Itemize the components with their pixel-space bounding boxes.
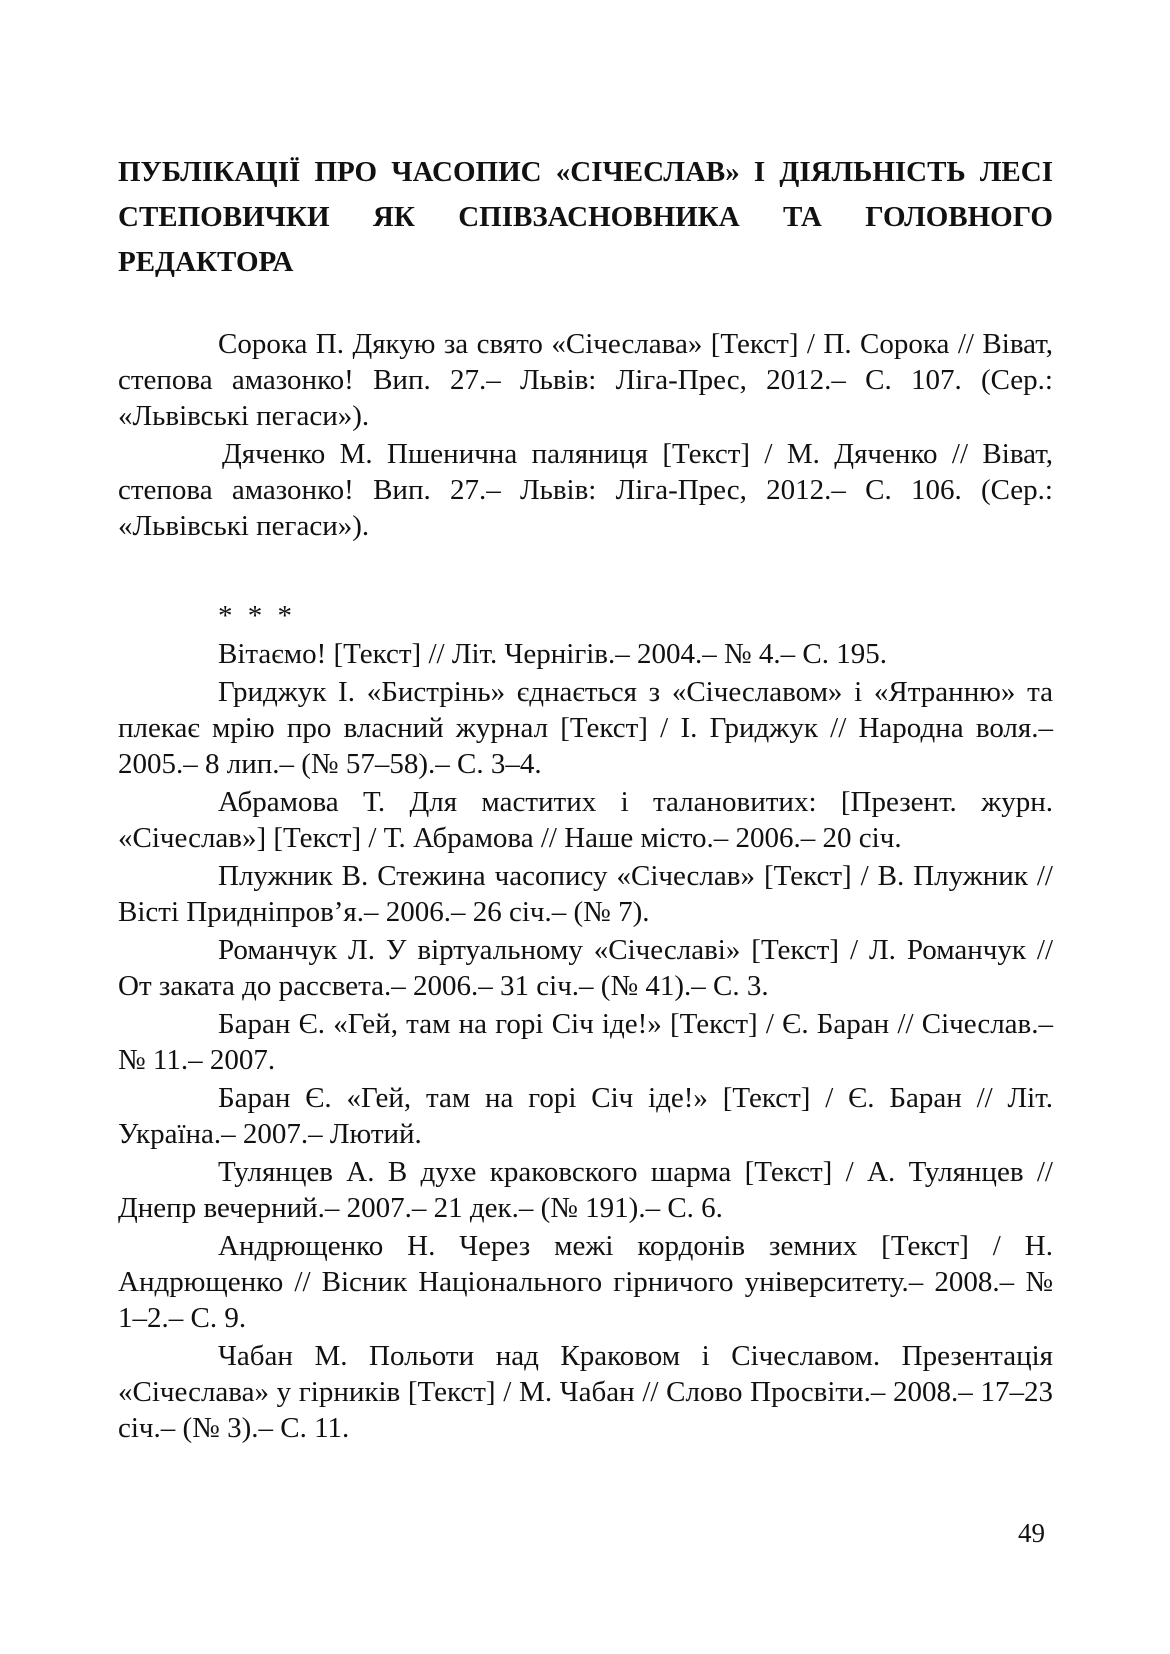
page-number: 49 — [1018, 1518, 1045, 1548]
bibliography-entry: Романчук Л. У віртуальному «Січеславі» [Текст] / Л. Романчук // От заката до рассвета.– 2006.– 31 січ.– (№ 41).– С. 3. — [118, 934, 1053, 1002]
bibliography-entry: Плужник В. Стежина часопису «Січеслав» [Текст] / В. Плужник // Вісті Придніпров’я.– 2006.– 26 січ.– (№ 7). — [118, 860, 1053, 928]
bibliography-entry: Тулянцев А. В духе краковского шарма [Текст] / А. Тулянцев // Днепр вечерний.– 2007.– 21 дек.– (№ 191).– С. 6. — [118, 1156, 1053, 1224]
bibliography-entry: Абрамова Т. Для маститих і талановитих: [Презент. журн. «Січеслав»] [Текст] / Т. Абрамова // Наше місто.– 2006.– 20 січ. — [118, 786, 1053, 854]
bibliography-entry: Дяченко М. Пшенична паляниця [Текст] / М. Дяченко // Віват, степова амазонко! Вип. 27.– Львів: Ліга-Прес, 2012.– С. 106. (Сер.: «Львівські пегаси»). — [118, 438, 1053, 542]
section-title: ПУБЛІКАЦІЇ ПРО ЧАСОПИС «СІЧЕСЛАВ» І ДІЯЛЬНІСТЬ ЛЕСІ СТЕПОВИЧКИ ЯК СПІВЗАСНОВНИКА ТА ГОЛОВНОГО РЕДАКТОРА — [118, 156, 1053, 278]
section-separator: * * * — [218, 600, 296, 632]
bibliography-entry: Андрющенко Н. Через межі кордонів земних [Текст] / Н. Андрющенко // Вісник Національного гірничого університету.– 2008.– № 1–2.– С. 9. — [118, 1230, 1053, 1334]
bibliography-entry: Гриджук І. «Бистрінь» єднається з «Січеславом» і «Ятранню» та плекає мрію про власний журнал [Текст] / І. Гриджук // Народна воля.– 2005.– 8 лип.– (№ 57–58).– С. 3–4. — [118, 676, 1053, 780]
bibliography-entry: Баран Є. «Гей, там на горі Січ іде!» [Текст] / Є. Баран // Січеслав.– № 11.– 2007. — [118, 1008, 1053, 1076]
bibliography-entry: Вітаємо! [Текст] // Літ. Чернігів.– 2004.– № 4.– С. 195. — [218, 638, 887, 670]
bibliography-entry: Баран Є. «Гей, там на горі Січ іде!» [Текст] / Є. Баран // Літ. Україна.– 2007.– Лютий. — [118, 1082, 1053, 1150]
document-page — [118, 150, 1053, 1448]
bibliography-entry: Чабан М. Польоти над Краковом і Січеславом. Презентація «Січеслава» у гірників [Текст] / М. Чабан // Слово Просвіти.– 2008.– 17–23 січ.– (№ 3).– С. 11. — [118, 1340, 1053, 1444]
bibliography-entry: Сорока П. Дякую за свято «Січеслава» [Текст] / П. Сорока // Віват, степова амазонко! Вип. 27.– Львів: Ліга-Прес, 2012.– С. 107. (Сер.: «Львівські пегаси»). — [118, 328, 1053, 432]
